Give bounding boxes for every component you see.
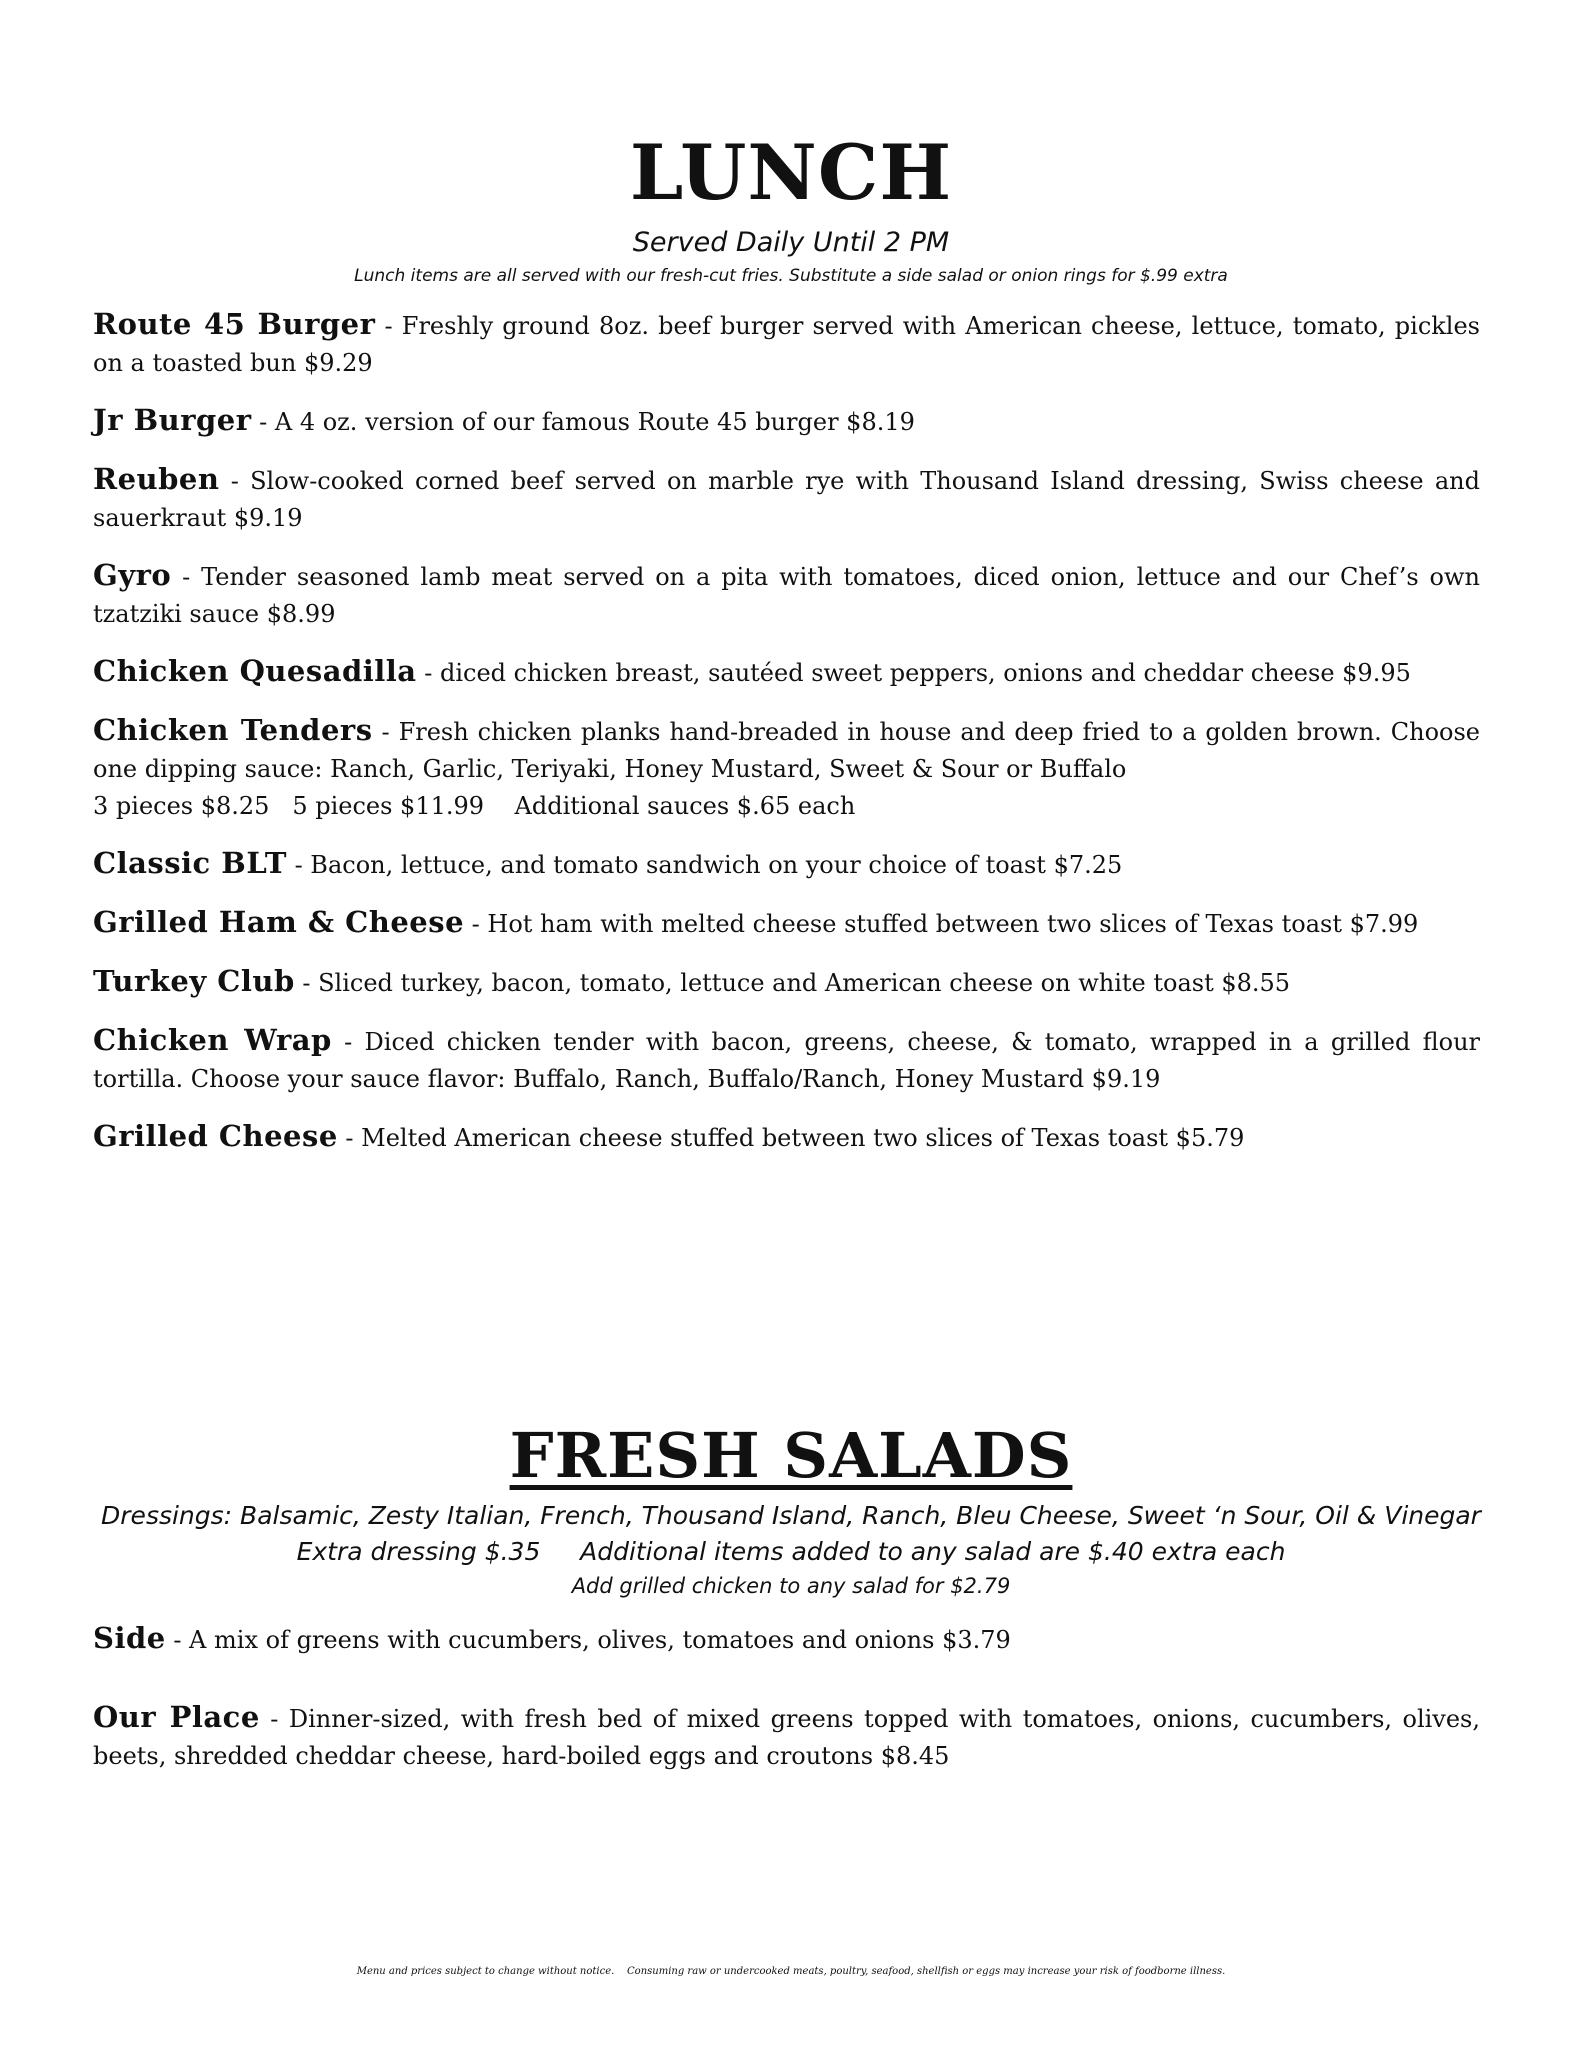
menu-item-turkey-club [93, 963, 1480, 1002]
lunch-side-note: Lunch items are all served with our fresh-cut fries. Substitute a side salad or onion rings for $.99 extra [354, 266, 1228, 286]
item-name: Grilled Ham & Cheese [93, 905, 465, 939]
lunch-item-list [93, 306, 1480, 1177]
item-name: Side [93, 1621, 166, 1655]
item-name: Chicken Quesadilla [93, 654, 417, 688]
salads-title [0, 1418, 1582, 1494]
salad-dressings: Dressings: Balsamic, Zesty Italian, French, Thousand Island, Ranch, Bleu Cheese, Sweet ‘n Sour, Oil & Vinegar [101, 1501, 1481, 1530]
item-description: - Fresh chicken planks hand-breaded in house and deep fried to a golden brown. Choose one dipping sauce: Ranch, Garlic, Teriyaki, Honey Mustard, Sweet & Sour or Buffalo [93, 718, 1480, 783]
menu-item-classic-blt [93, 845, 1480, 884]
item-name: Chicken Wrap [93, 1023, 332, 1057]
item-description: - Diced chicken tender with bacon, greens, cheese, & tomato, wrapped in a grilled flour tortilla. Choose your sauce flavor: Buffalo, Ranch, Buffalo/Ranch, Honey Mustard $9.19 [93, 1028, 1480, 1093]
item-pricing: 3 pieces $8.25 5 pieces $11.99 Additional sauces $.65 each [93, 792, 856, 820]
menu-item-gyro [93, 557, 1480, 633]
item-name: Classic BLT [93, 846, 287, 880]
item-description: - A mix of greens with cucumbers, olives, tomatoes and onions $3.79 [165, 1626, 1011, 1654]
salad-item-list [93, 1620, 1480, 1815]
salads-title-text: FRESH SALADS [509, 1419, 1073, 1492]
item-description: - Slow-cooked corned beef served on marble rye with Thousand Island dressing, Swiss cheese and sauerkraut $9.19 [93, 467, 1480, 532]
menu-item-chicken-wrap [93, 1022, 1480, 1098]
item-name: Grilled Cheese [93, 1119, 338, 1153]
menu-item-chicken-quesadilla [93, 653, 1480, 692]
menu-item-grilled-cheese [93, 1118, 1480, 1157]
menu-item-side-salad [93, 1620, 1480, 1659]
item-name: Jr Burger [93, 403, 252, 437]
item-name: Turkey Club [93, 964, 295, 998]
item-description: - Freshly ground 8oz. beef burger served with American cheese, lettuce, tomato, pickles on a toasted bun $9.29 [93, 312, 1480, 377]
lunch-served-hours: Served Daily Until 2 PM [632, 227, 950, 258]
menu-item-our-place-salad [93, 1699, 1480, 1775]
item-description: - Bacon, lettuce, and tomato sandwich on your choice of toast $7.25 [286, 851, 1123, 879]
item-description: - Hot ham with melted cheese stuffed between two slices of Texas toast $7.99 [464, 910, 1419, 938]
menu-item-reuben [93, 461, 1480, 537]
item-description: - Melted American cheese stuffed between two slices of Texas toast $5.79 [337, 1124, 1245, 1152]
item-name: Route 45 Burger [93, 307, 376, 341]
item-name: Our Place [93, 1700, 260, 1734]
menu-disclaimer: Menu and prices subject to change without notice. Consuming raw or undercooked meats, poultry, seafood, shellfish or eggs may increase your risk of foodborne illness. [356, 1966, 1226, 1977]
menu-item-chicken-tenders [93, 712, 1480, 825]
menu-item-grilled-ham-cheese [93, 904, 1480, 943]
salad-chicken-addon: Add grilled chicken to any salad for $2.79 [571, 1574, 1011, 1598]
item-description: - Sliced turkey, bacon, tomato, lettuce and American cheese on white toast $8.55 [294, 969, 1291, 997]
menu-item-jr-burger [93, 402, 1480, 441]
item-description: - Tender seasoned lamb meat served on a pita with tomatoes, diced onion, lettuce and our Chef’s own tzatziki sauce $8.99 [93, 563, 1480, 628]
item-description: - diced chicken breast, sautéed sweet peppers, onions and cheddar cheese $9.95 [416, 659, 1411, 687]
item-name: Gyro [93, 558, 172, 592]
item-description: - Dinner-sized, with fresh bed of mixed greens topped with tomatoes, onions, cucumbers, olives, beets, shredded cheddar cheese, hard-boiled eggs and croutons $8.45 [93, 1705, 1480, 1770]
menu-item-route-45-burger [93, 306, 1480, 382]
item-description: - A 4 oz. version of our famous Route 45 burger $8.19 [251, 408, 915, 436]
item-name: Chicken Tenders [93, 713, 373, 747]
item-name: Reuben [93, 462, 220, 496]
salad-extra-charges: Extra dressing $.35 Additional items added to any salad are $.40 extra each [296, 1537, 1286, 1566]
lunch-title: LUNCH [629, 128, 953, 217]
